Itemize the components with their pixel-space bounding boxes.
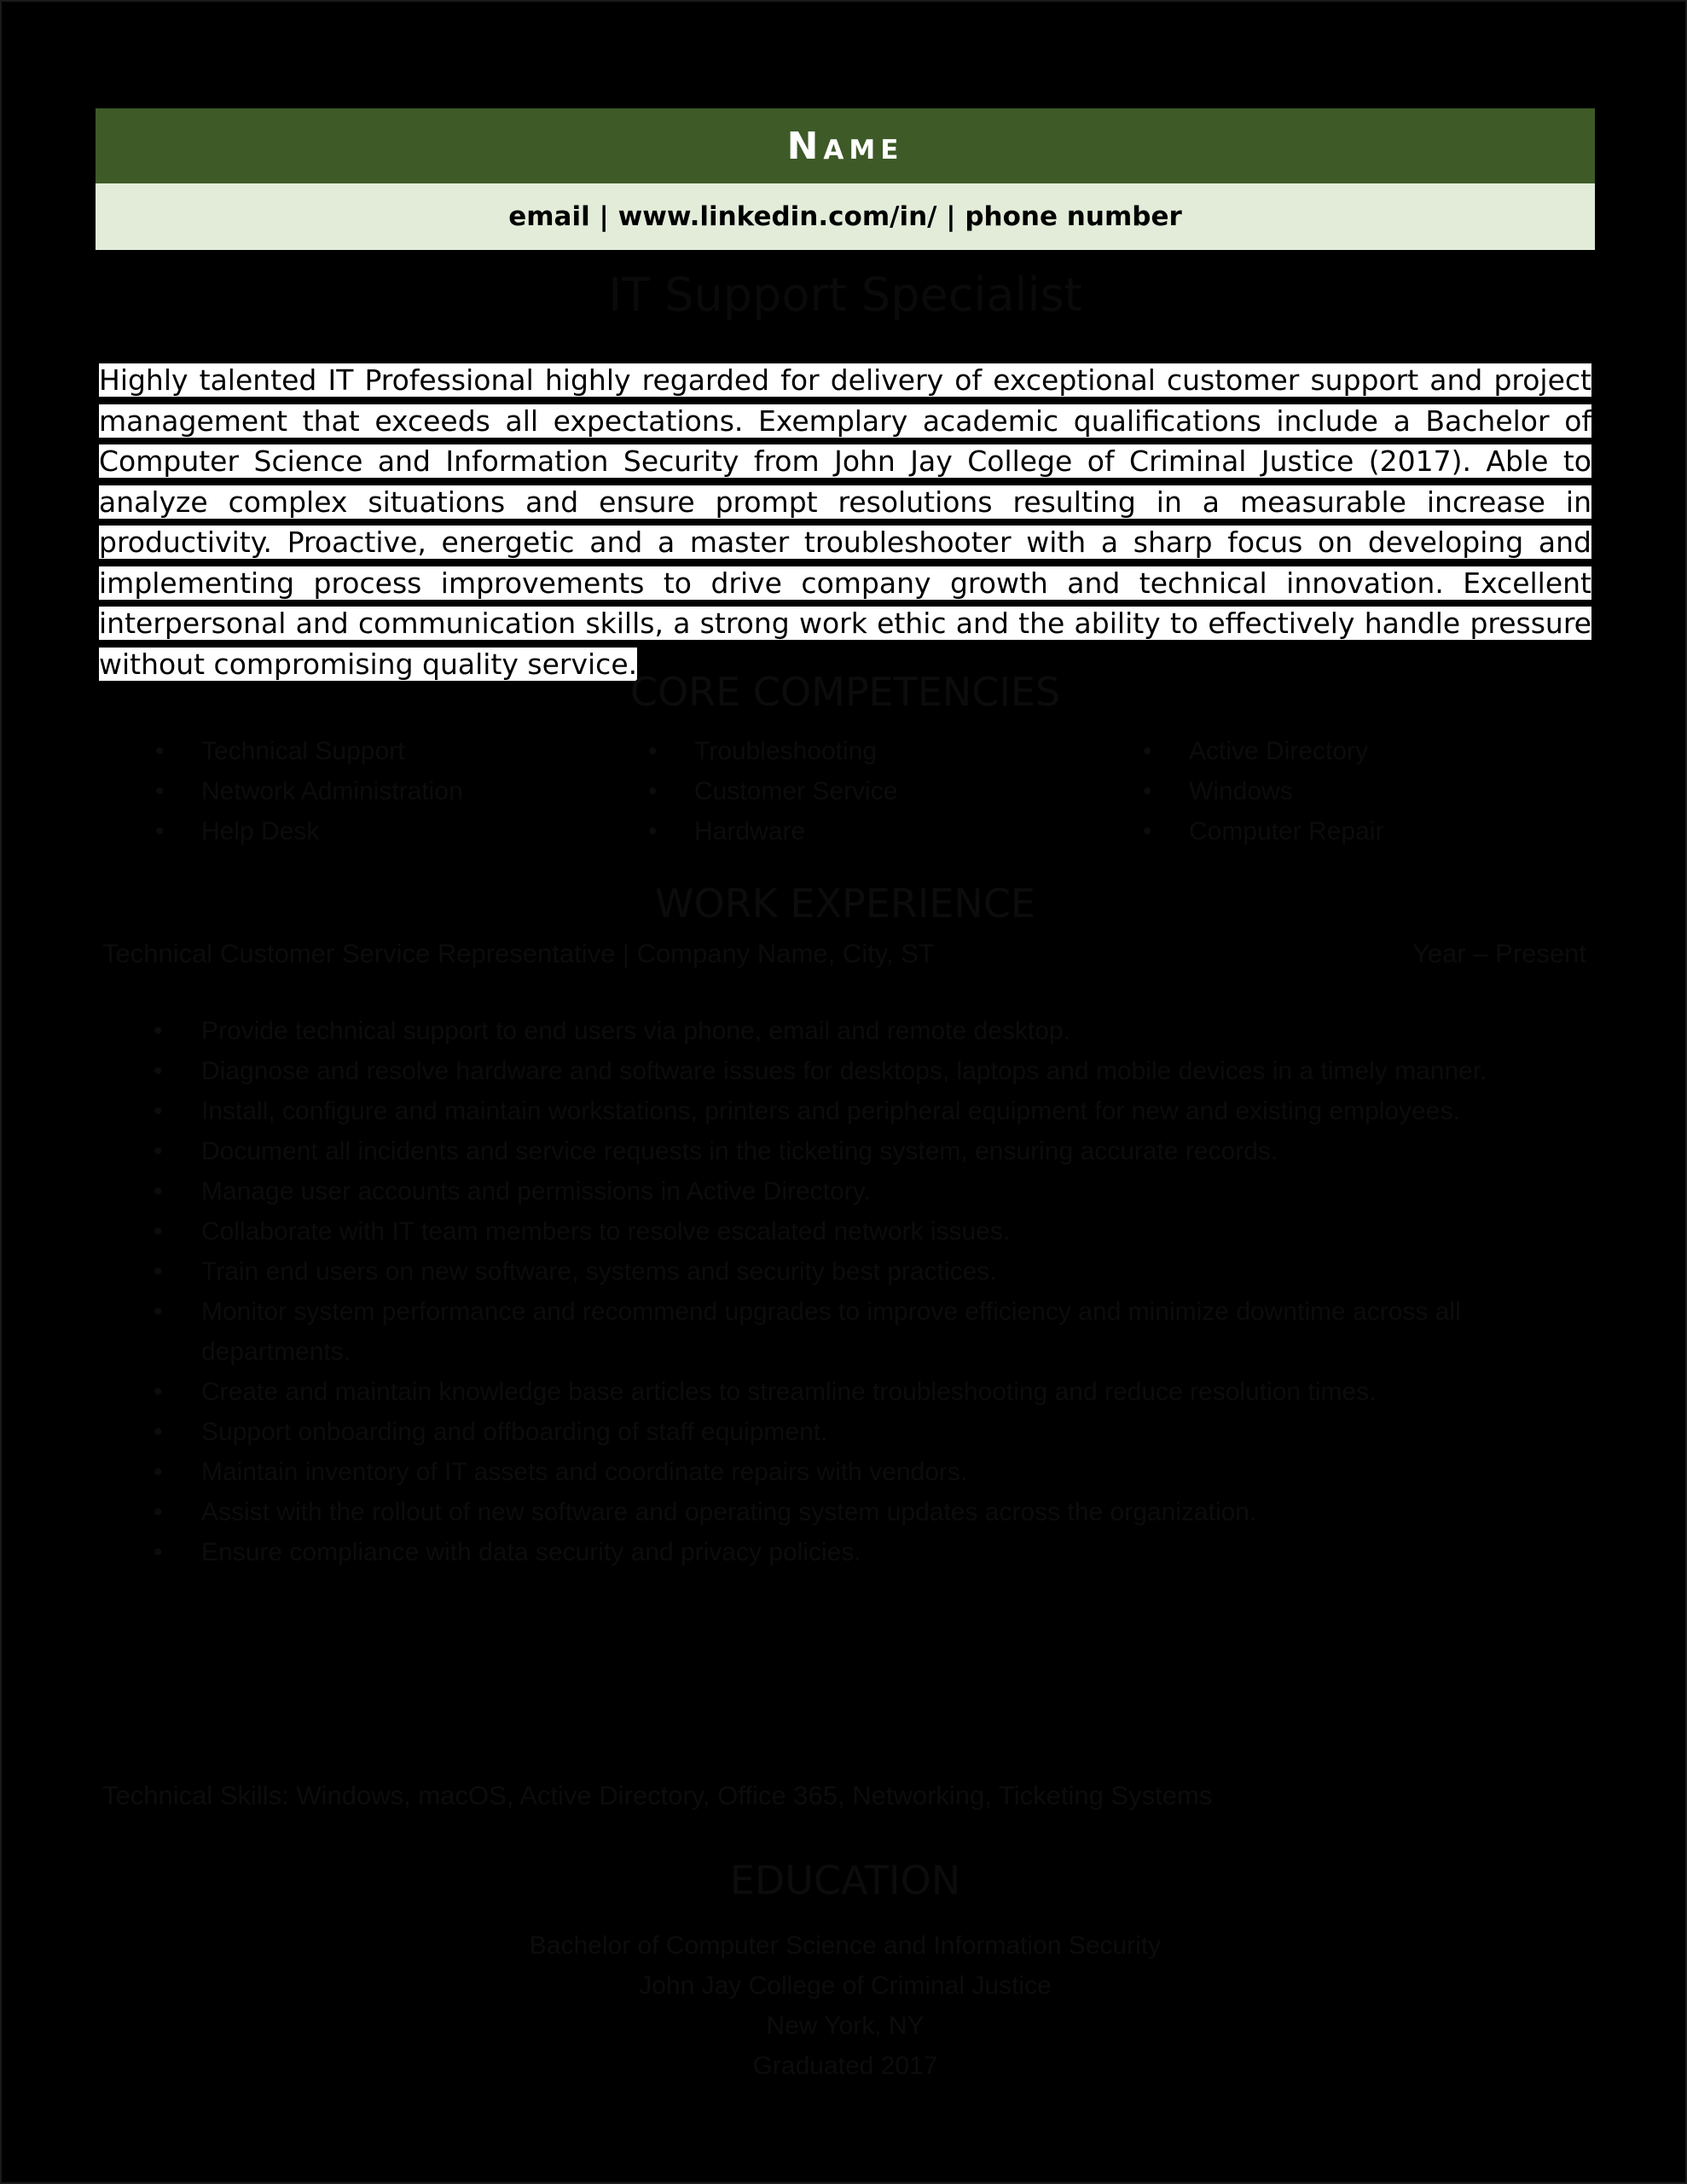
work-bullet: • Manage user accounts and permissions in Active Directory.	[154, 1171, 1552, 1211]
work-bullet: • Create and maintain knowledge base articles to streamline troubleshooting and reduce resolution times.	[154, 1372, 1552, 1412]
competency-item: • Technical Support	[155, 731, 599, 771]
competencies-column-2	[648, 731, 1092, 851]
competency-item: • Hardware	[648, 811, 1092, 851]
work-bullet: • Ensure compliance with data security and privacy policies.	[154, 1532, 1552, 1572]
professional-summary	[99, 360, 1591, 684]
job-title: IT Support Specialist	[608, 268, 1082, 322]
education-year: Graduated 2017	[752, 2052, 938, 2080]
job-role: Technical Customer Service Representative | Company Name, City, ST	[102, 938, 935, 968]
education-details	[96, 1926, 1595, 2086]
name-banner	[96, 108, 1595, 183]
competency-item: • Troubleshooting	[648, 731, 1092, 771]
work-bullet: • Install, configure and maintain workstations, printers and peripheral equipment for new and existing employees.	[154, 1091, 1552, 1131]
education-school: John Jay College of Criminal Justice	[639, 1972, 1052, 2000]
contact-banner	[96, 183, 1595, 250]
competencies-column-1	[155, 731, 599, 851]
competencies-column-3	[1143, 731, 1569, 851]
job-dates: Year – Present	[1412, 938, 1586, 968]
work-bullet: • Collaborate with IT team members to resolve escalated network issues.	[154, 1211, 1552, 1252]
education-heading: EDUCATION	[729, 1857, 961, 1903]
contact-info: email | www.linkedin.com/in/ | phone number	[508, 201, 1182, 232]
work-experience-heading: WORK EXPERIENCE	[654, 880, 1035, 926]
work-bullet: • Support onboarding and offboarding of staff equipment.	[154, 1412, 1552, 1452]
competencies-heading: CORE COMPETENCIES	[629, 669, 1061, 715]
work-bullet: • Diagnose and resolve hardware and software issues for desktops, laptops and mobile devices in a timely manner.	[154, 1051, 1552, 1091]
competency-item: • Help Desk	[155, 811, 599, 851]
job-entry-header	[102, 938, 1586, 969]
summary-text: Highly talented IT Professional highly regarded for delivery of exceptional customer support and project management that exceeds all expectations. Exemplary academic qualifications include a Bachelor of Computer Science and Information Security from John Jay College of Criminal Justice (2017). Able to analyze complex situations and ensure prompt resolutions resulting in a measurable increase in productivity. Proactive, energetic and a master troubleshooter with a sharp focus on developing and implementing process improvements to drive company growth and technical innovation. Excellent interpersonal and communication skills, a strong work ethic and the ability to effectively handle pressure without compromising quality service.	[99, 363, 1591, 681]
work-bullets	[154, 1011, 1552, 1572]
work-bullet: • Train end users on new software, systems and security best practices.	[154, 1252, 1552, 1292]
work-bullet: • Maintain inventory of IT assets and coordinate repairs with vendors.	[154, 1452, 1552, 1492]
candidate-name: Name	[786, 124, 904, 168]
work-bullet: • Assist with the rollout of new software and operating system updates across the organization.	[154, 1492, 1552, 1532]
competency-item: • Active Directory	[1143, 731, 1569, 771]
education-degree: Bachelor of Computer Science and Information Security	[529, 1931, 1162, 1960]
competency-item: • Customer Service	[648, 771, 1092, 811]
work-bullet: • Monitor system performance and recommend upgrades to improve efficiency and minimize downtime across all departments.	[154, 1292, 1552, 1372]
technical-skills: Technical Skills: Windows, macOS, Active Directory, Office 365, Networking, Ticketing Systems	[102, 1780, 1213, 1810]
competency-item: • Computer Repair	[1143, 811, 1569, 851]
work-bullet: • Document all incidents and service requests in the ticketing system, ensuring accurate records.	[154, 1131, 1552, 1171]
competency-item: • Network Administration	[155, 771, 599, 811]
education-location: New York, NY	[766, 2012, 925, 2040]
work-bullet: • Provide technical support to end users via phone, email and remote desktop.	[154, 1011, 1552, 1051]
competency-item: • Windows	[1143, 771, 1569, 811]
